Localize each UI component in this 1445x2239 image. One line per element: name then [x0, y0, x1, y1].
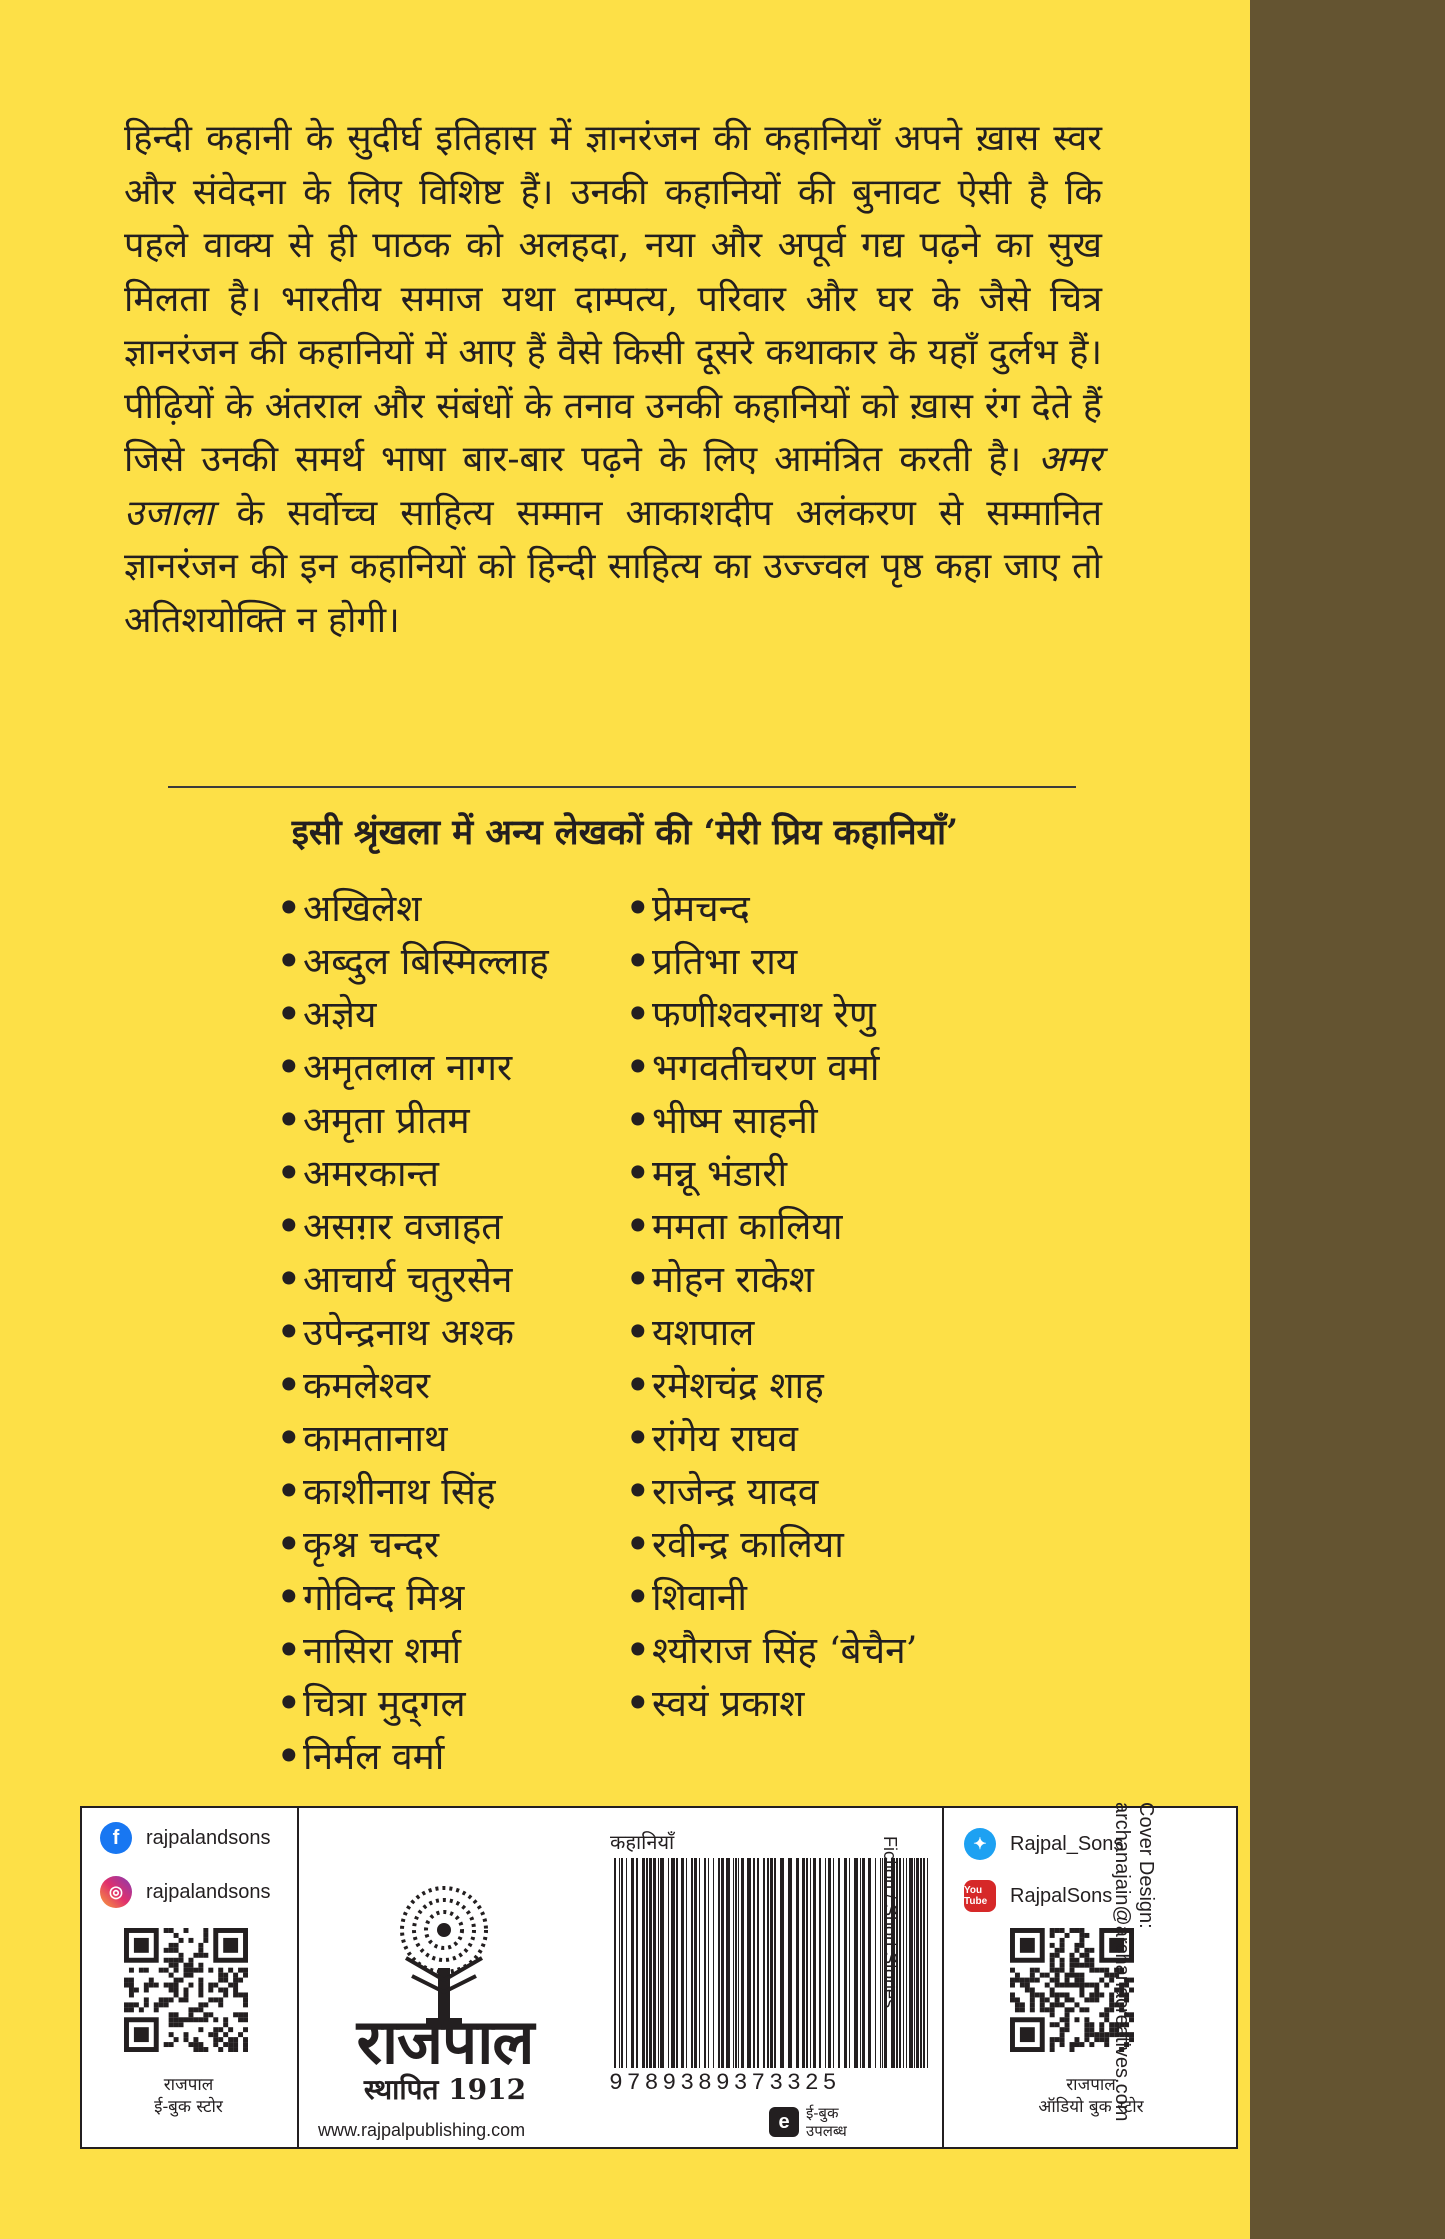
author-list-item	[277, 1147, 549, 1200]
bullet: •	[277, 1098, 301, 1142]
genre-label: कहानियाँ	[610, 1830, 675, 1854]
bullet: •	[626, 992, 650, 1036]
author-list-item	[277, 988, 549, 1041]
author-name: प्रतिभा राय	[652, 940, 798, 983]
author-name: ममता कालिया	[652, 1205, 843, 1248]
author-name: भगवतीचरण वर्मा	[652, 1046, 880, 1089]
bullet: •	[277, 1628, 301, 1672]
bullet: •	[626, 1045, 650, 1089]
author-list-item	[626, 935, 917, 988]
author-list-item	[277, 1200, 549, 1253]
bullet: •	[277, 1257, 301, 1301]
author-name: अब्दुल बिस्मिल्लाह	[303, 940, 549, 983]
author-name: मोहन राकेश	[652, 1258, 814, 1301]
author-name: प्रेमचन्द	[652, 887, 750, 930]
author-list-item	[277, 1306, 549, 1359]
qr-caption-line: ऑडियो बुक स्टोर	[1038, 2097, 1144, 2117]
bullet: •	[626, 1098, 650, 1142]
author-name: आचार्य चतुरसेन	[303, 1258, 513, 1301]
ebook-icon: e	[769, 2107, 799, 2137]
author-name: रवीन्द्र कालिया	[652, 1523, 844, 1566]
author-list-item	[626, 1465, 917, 1518]
facebook-handle: rajpalandsons	[146, 1826, 271, 1849]
author-list-item	[277, 1412, 549, 1465]
bullet: •	[626, 1469, 650, 1513]
qr-caption-line: राजपाल	[1066, 2075, 1116, 2095]
bullet: •	[626, 1363, 650, 1407]
category-label: Fiction / Short Stories	[880, 1836, 900, 2009]
author-list-item	[277, 1041, 549, 1094]
credit-line: Cover Design:	[1135, 1802, 1157, 1929]
qr-caption-line: ई-बुक स्टोर	[154, 2097, 223, 2117]
author-list-item	[626, 1518, 917, 1571]
bullet: •	[277, 1416, 301, 1460]
author-list-item	[626, 882, 917, 935]
bullet: •	[626, 1522, 650, 1566]
blurb-text: हिन्दी कहानी के सुदीर्घ इतिहास में ज्ञानरंजन की कहानियाँ अपने ख़ास स्वर और संवेदना के लिए विशिष्ट हैं। उनकी कहानियों की बुनावट ऐसी है कि पहले वाक्य से ही पाठक को अलहदा, नया और अपूर्व गद्य पढ़ने का सुख मिलता है। भारतीय समाज यथा दाम्पत्य, परिवार और घर के जैसे चित्र ज्ञानरंजन की कहानियों में आए हैं वैसे किसी दूसरे कथाकार के यहाँ दुर्लभ हैं। पीढ़ियों के अंतराल और संबंधों के तनाव उनकी कहानियों को ख़ास रंग देते हैं जिसे उनकी समर्थ भाषा बार-बार पढ़ने के लिए आमंत्रित करती है।	[124, 118, 1102, 480]
newspaper-name: अमर उजाला	[124, 439, 1102, 534]
author-name: अमृता प्रीतम	[303, 1099, 470, 1142]
twitter-icon: ✦	[964, 1828, 996, 1860]
bullet: •	[277, 992, 301, 1036]
bullet: •	[626, 1204, 650, 1248]
author-name: निर्मल वर्मा	[303, 1735, 445, 1778]
author-name: उपेन्द्रनाथ अश्क	[303, 1311, 514, 1354]
author-list-item	[277, 1253, 549, 1306]
publisher-website[interactable]: www.rajpalpublishing.com	[318, 2120, 526, 2140]
author-list-item	[277, 1094, 549, 1147]
author-name: चित्रा मुद्‌गल	[303, 1682, 466, 1725]
author-name: राजेन्द्र यादव	[652, 1470, 819, 1513]
bullet: •	[626, 1257, 650, 1301]
bullet: •	[626, 1416, 650, 1460]
bullet: •	[277, 1681, 301, 1725]
bullet: •	[626, 1310, 650, 1354]
author-name: रमेशचंद्र शाह	[652, 1364, 824, 1407]
bullet: •	[277, 939, 301, 983]
bullet: •	[626, 939, 650, 983]
author-list-item	[277, 1518, 549, 1571]
bullet: •	[277, 1734, 301, 1778]
author-name: मन्नू भंडारी	[652, 1152, 788, 1195]
author-name: भीष्म साहनी	[652, 1099, 818, 1142]
ebook-label-line: ई-बुक	[806, 2104, 839, 2122]
instagram-handle: rajpalandsons	[146, 1880, 271, 1903]
book-spine-strip	[1250, 0, 1445, 2239]
twitter-link[interactable]	[964, 1828, 1123, 1860]
author-name: स्वयं प्रकाश	[652, 1682, 805, 1725]
author-list-item	[626, 1359, 917, 1412]
author-name: कृश्न चन्दर	[303, 1523, 440, 1566]
author-list-item	[277, 1571, 549, 1624]
youtube-handle: RajpalSons	[1010, 1884, 1113, 1907]
author-name: अज्ञेय	[303, 993, 377, 1036]
ebook-store-caption	[82, 2074, 295, 2118]
author-name: अमृतलाल नागर	[303, 1046, 513, 1089]
cover-design-credit	[1110, 1802, 1158, 2121]
facebook-icon: f	[100, 1822, 132, 1854]
bullet: •	[277, 1522, 301, 1566]
author-list-item	[626, 1571, 917, 1624]
publisher-name: राजपाल	[356, 2005, 534, 2078]
author-list-item	[277, 1624, 549, 1677]
book-blurb	[124, 112, 1102, 647]
ebook-label-line: उपलब्ध	[806, 2122, 847, 2140]
author-list-item	[626, 1306, 917, 1359]
author-name: फणीश्वरनाथ रेणु	[652, 993, 876, 1036]
author-name: यशपाल	[652, 1311, 755, 1354]
bullet: •	[277, 1363, 301, 1407]
instagram-icon: ◎	[100, 1876, 132, 1908]
isbn-number: 9789389373325	[609, 2070, 841, 2096]
bullet: •	[277, 1469, 301, 1513]
author-name: नासिरा शर्मा	[303, 1629, 462, 1672]
bullet: •	[277, 1204, 301, 1248]
author-list-item	[277, 1465, 549, 1518]
bullet: •	[277, 1310, 301, 1354]
panel-divider	[297, 1808, 299, 2147]
bullet: •	[277, 1045, 301, 1089]
author-list-item	[277, 1730, 549, 1783]
author-list-item	[626, 1624, 917, 1677]
divider	[168, 786, 1076, 788]
series-heading: इसी श्रृंखला में अन्य लेखकों की ‘मेरी प्रिय कहानियाँ’	[291, 812, 959, 853]
author-list-item	[277, 1677, 549, 1730]
author-name: गोविन्द मिश्र	[303, 1576, 465, 1619]
bullet: •	[626, 1575, 650, 1619]
credit-email: archanajain@archanacreatives.com	[1111, 1802, 1133, 2122]
youtube-icon: You Tube	[964, 1880, 996, 1912]
twitter-handle: Rajpal_Sons	[1010, 1832, 1124, 1855]
author-name: अमरकान्त	[303, 1152, 440, 1195]
bullet: •	[277, 1151, 301, 1195]
author-name: काशीनाथ सिंह	[303, 1470, 496, 1513]
facebook-link[interactable]	[100, 1822, 271, 1854]
author-list-item	[277, 1359, 549, 1412]
bullet: •	[277, 1575, 301, 1619]
bullet: •	[277, 886, 301, 930]
author-list-item	[626, 1677, 917, 1730]
ebook-store-qr-code[interactable]	[124, 1928, 248, 2052]
barcode-panel	[80, 1806, 1238, 2149]
instagram-link[interactable]	[100, 1876, 271, 1908]
author-list-item	[277, 935, 549, 988]
author-name: अखिलेश	[303, 887, 422, 930]
author-list-right	[626, 882, 917, 1730]
author-list-item	[626, 1200, 917, 1253]
blurb-text-continued: के सर्वोच्च साहित्य सम्मान आकाशदीप अलंकरण से सम्मानित ज्ञानरंजन की इन कहानियों को हिन्दी साहित्य का उज्ज्वल पृष्ठ कहा जाए तो अतिशयोक्ति न होगी।	[124, 492, 1102, 641]
author-list-left	[277, 882, 549, 1783]
youtube-link[interactable]	[964, 1880, 1112, 1912]
author-list-item	[626, 988, 917, 1041]
author-name: कमलेश्वर	[303, 1364, 431, 1407]
bullet: •	[626, 886, 650, 930]
author-list-item	[626, 1041, 917, 1094]
author-list-item	[277, 882, 549, 935]
author-list-item	[626, 1094, 917, 1147]
audiobook-store-caption	[944, 2074, 1238, 2118]
qr-caption-line: राजपाल	[163, 2075, 214, 2095]
author-name: श्यौराज सिंह ‘बेचैन’	[652, 1629, 918, 1672]
author-name: असग़र वजाहत	[303, 1205, 503, 1248]
author-list-item	[626, 1253, 917, 1306]
author-list-item	[626, 1147, 917, 1200]
bullet: •	[626, 1151, 650, 1195]
ebook-available-label	[806, 2104, 847, 2140]
bullet: •	[626, 1628, 650, 1672]
author-name: कामतानाथ	[303, 1417, 448, 1460]
author-name: शिवानी	[652, 1576, 748, 1619]
author-name: रांगेय राघव	[652, 1417, 798, 1460]
established-year: स्थापित 1912	[363, 2073, 527, 2106]
bullet: •	[626, 1681, 650, 1725]
author-list-item	[626, 1412, 917, 1465]
